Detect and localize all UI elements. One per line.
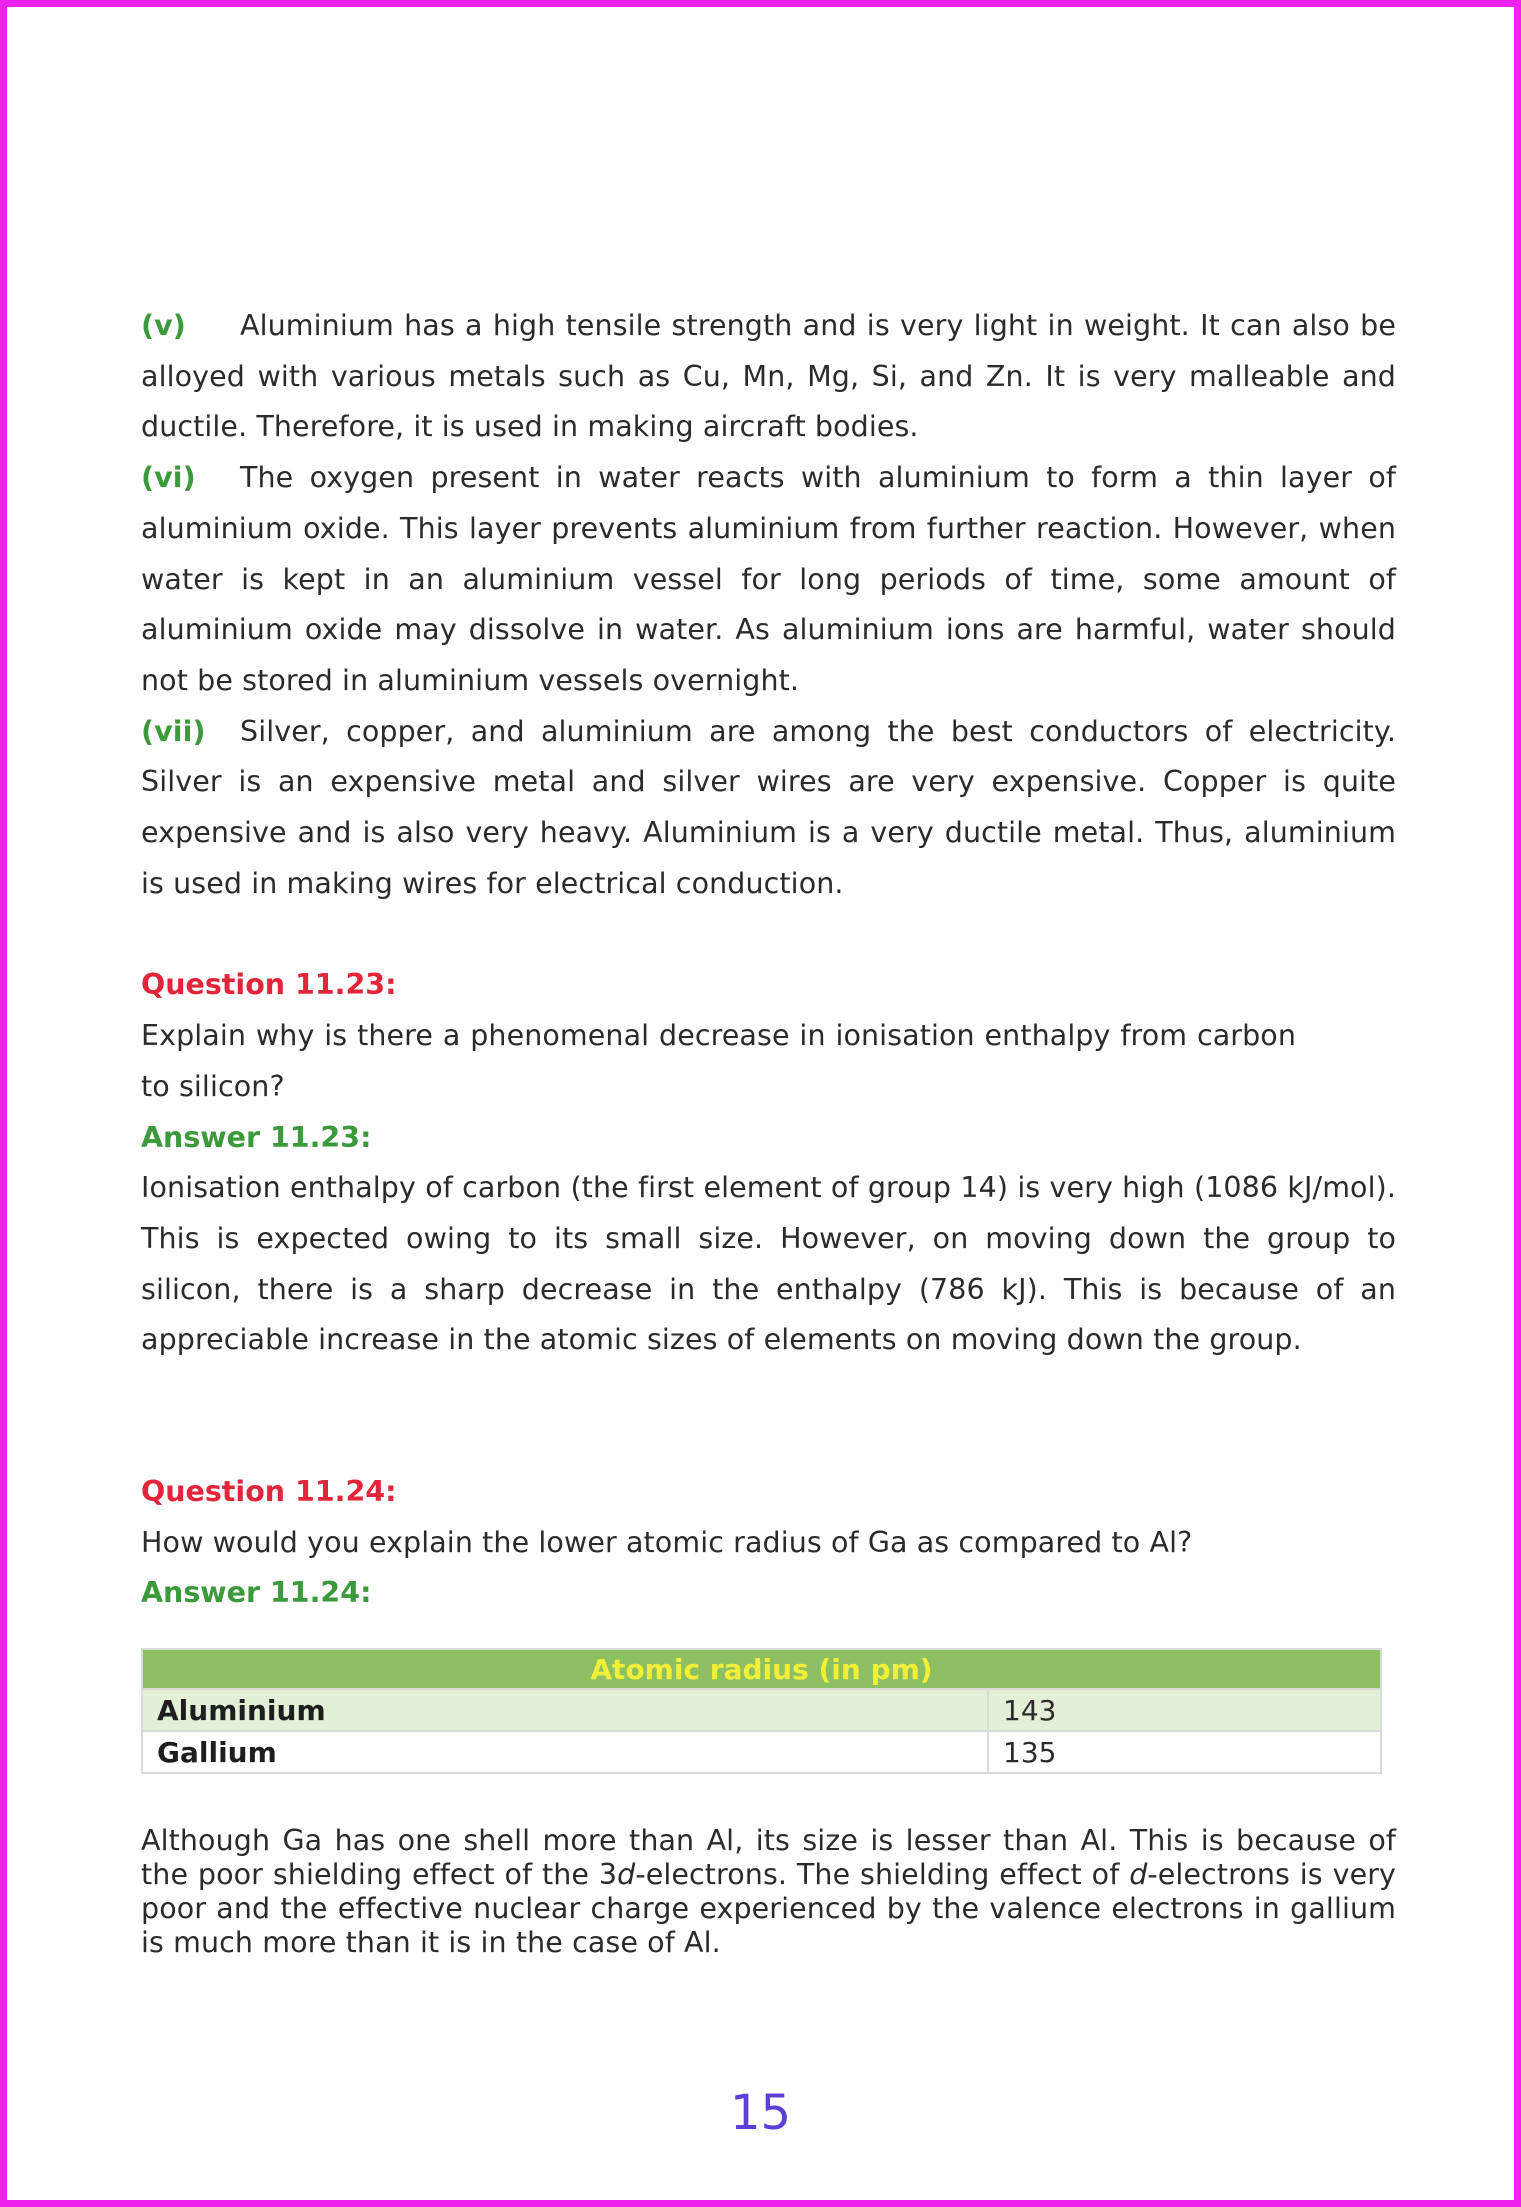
answer-24-italic: d (1129, 1858, 1148, 1892)
item-text: Aluminium has a high tensile strength and is very light in weight. It can also be alloyed with various metals such as Cu, Mn, Mg, Si, and Zn. It is very malleable and ductile. Therefore, it is used in making aircraft bodies. (141, 309, 1396, 444)
item-text: Silver, copper, and aluminium are among the best conductors of electricity. Silver is an expensive metal and silver wires are very expensive. Copper is quite expensive and is also very heavy. Aluminium is a very ductile metal. Thus, aluminium is used in making wires for electrical conduction. (141, 714, 1396, 900)
item-label: (v) (141, 309, 186, 342)
item-label: (vii) (141, 714, 206, 748)
item-text: The oxygen present in water reacts with aluminium to form a thin layer of aluminium oxide. This layer prevents aluminium from further reaction. However, when water is kept in an aluminium vessel for long periods of time, some amount of aluminium oxide may dissolve in water. As aluminium ions are harmful, water should not be stored in aluminium vessels overnight. (141, 461, 1396, 697)
question-23-text: Explain why is there a phenomenal decrease in ionisation enthalpy from carbon to silicon? (141, 1019, 1296, 1103)
item-label: (vi) (141, 461, 196, 495)
answer-24-part: Although Ga has one shell more than Al, its size is lesser than Al. This is because of the poor shielding effect of the 3 (141, 1824, 1396, 1892)
atomic-radius-table (141, 1648, 1382, 1774)
item-vii (141, 707, 1396, 910)
radius-value: 143 (988, 1689, 1381, 1731)
page-content (141, 301, 1396, 1960)
item-vi (141, 453, 1396, 707)
answer-23-title: Answer 11.23: (141, 1120, 372, 1154)
table-row (142, 1731, 1381, 1773)
question-24-text: How would you explain the lower atomic radius of Ga as compared to Al? (141, 1525, 1193, 1559)
page-number: 15 (729, 2085, 792, 2141)
answer-23-text: Ionisation enthalpy of carbon (the first element of group 14) is very high (1086 kJ/mol). This is expected owing to its small size. However, on moving down the group to silicon, there is a sharp decrease in the enthalpy (786 kJ). This is because of an appreciable increase in the atomic sizes of elements on moving down the group. (141, 1171, 1396, 1357)
answer-24-part: -electrons is very poor and the effective nuclear charge experienced by the valence electrons in gallium is much more than it is in the case of Al. (141, 1858, 1396, 1960)
element-name: Gallium (142, 1731, 988, 1773)
question-24-title: Question 11.24: (141, 1475, 397, 1509)
element-name: Aluminium (142, 1689, 988, 1731)
table-header: Atomic radius (in pm) (142, 1649, 1381, 1689)
question-23-title: Question 11.23: (141, 968, 397, 1002)
answer-24-title: Answer 11.24: (141, 1576, 372, 1610)
answer-24-part: -electrons. The shielding effect of (635, 1858, 1130, 1892)
answer-24-text (141, 1824, 1396, 1960)
answer-24-italic: d (617, 1858, 636, 1892)
radius-value: 135 (988, 1731, 1381, 1773)
table-row (142, 1689, 1381, 1731)
item-v (141, 301, 1396, 453)
